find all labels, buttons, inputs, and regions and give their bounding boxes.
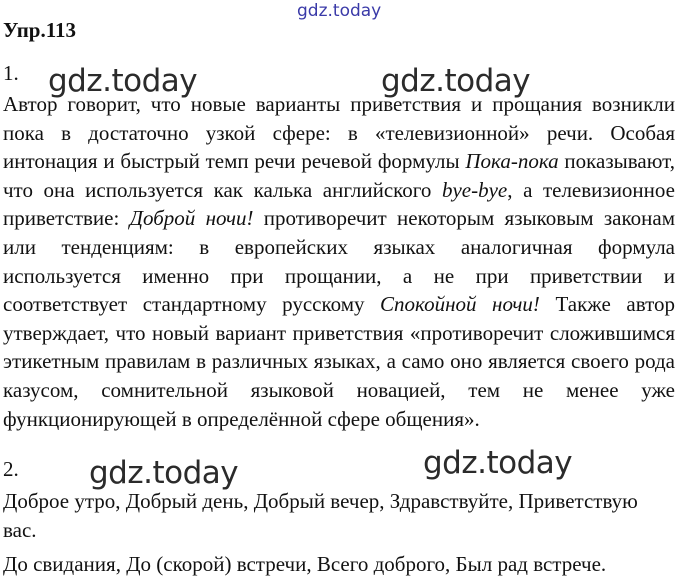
section-1-number: 1. bbox=[3, 61, 19, 85]
text-part: , а телевизионное приветствие: bbox=[3, 177, 675, 231]
greetings-line: Доброе утро, Добрый день, Добрый вечер, Здравствуйте, Приветствую вас. bbox=[3, 489, 638, 542]
watermark-3: gdz.today bbox=[89, 455, 239, 491]
text-part: Также автор утверждает, что новый вариант приветствия «противоречит сложившимся этикетным правилам в различных языках, а само оно является своего рода казусом, сомнительной языковой новацией, тем не менее уже функционирующей в определённой сфере общения». bbox=[3, 292, 675, 431]
italic-phrase: bye-bye bbox=[441, 177, 508, 202]
italic-phrase: Пока-пока bbox=[465, 149, 559, 174]
text-part: Автор говорит, что новые варианты приветствия и прощания возникли пока в достаточно узкой сфере: в «телевизионной» речи. Особая интонация и быстрый темп речи речевой формулы bbox=[3, 92, 675, 174]
watermark-1: gdz.today bbox=[48, 63, 198, 99]
watermark-4: gdz.today bbox=[423, 445, 573, 481]
exercise-heading: Упр.113 bbox=[3, 18, 77, 42]
italic-phrase: Доброй ночи! bbox=[129, 206, 254, 231]
section-2-number: 2. bbox=[3, 457, 19, 481]
watermark-2: gdz.today bbox=[381, 63, 531, 99]
text-part: противоречит некоторым языковым законам или тенденциям: в европейских языках аналогичная формула используется именно при прощании, а не при приветствии и соответствует стандартному русскому bbox=[3, 206, 675, 317]
italic-phrase: Спокойной ночи! bbox=[380, 292, 540, 317]
section-1-paragraph bbox=[3, 90, 675, 433]
watermark-top: gdz.today bbox=[297, 1, 382, 21]
text-part: показывают, что она используется как калька английского bbox=[3, 149, 675, 202]
farewells-line: До свидания, До (скорой) встречи, Всего доброго, Был рад встрече. bbox=[3, 552, 607, 576]
